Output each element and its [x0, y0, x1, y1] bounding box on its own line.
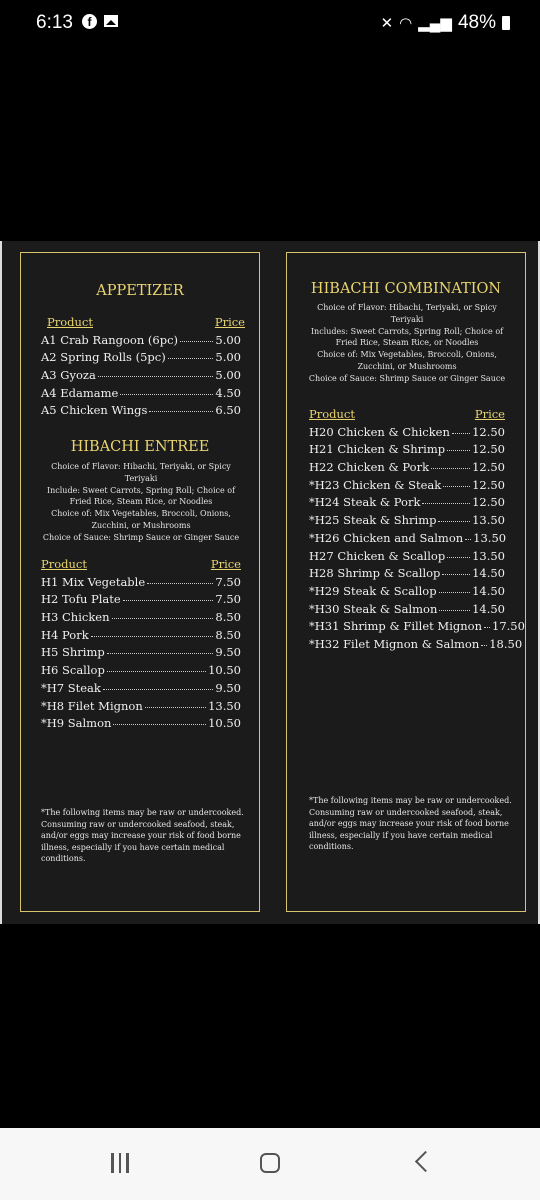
dot-leader [112, 618, 214, 619]
menu-item-row [41, 677, 241, 695]
battery-percent: 48% [457, 12, 496, 33]
disclaimer-line: *The following items may be raw or undercooked. [41, 808, 244, 817]
menu-item-name: A5 Chicken Wings [41, 403, 148, 418]
menu-item-row [41, 624, 241, 642]
dot-leader [123, 600, 214, 601]
wifi-icon: ◠ [399, 15, 413, 32]
disclaimer-line: and/or eggs may increase your risk of food borne [309, 819, 509, 828]
combination-product-header: Product [309, 407, 355, 421]
menu-item-name: *H8 Filet Mignon [41, 698, 143, 713]
disclaimer-line: Consuming raw or undercooked seafood, steak, [309, 807, 503, 817]
menu-item-price: 17.50 [492, 619, 525, 634]
menu-item-price: 12.50 [472, 424, 505, 439]
home-icon[interactable] [260, 1153, 280, 1173]
disclaimer-line: Consuming raw or undercooked seafood, steak, [41, 819, 235, 829]
menu-item-row [41, 642, 241, 660]
menu-item-price: 13.50 [472, 548, 505, 563]
menu-item-row [41, 571, 241, 589]
dot-leader [422, 503, 470, 504]
menu-item-row [309, 492, 505, 510]
menu-item-name: H27 Chicken & Scallop [309, 548, 446, 563]
entree-product-header: Product [41, 557, 87, 571]
appetizer-product-header: Product [47, 315, 93, 329]
menu-item-row [41, 364, 241, 382]
appetizer-price-header: Price [214, 315, 245, 329]
dot-leader [447, 450, 470, 451]
menu-item-price: 12.50 [472, 460, 505, 475]
dot-leader [481, 645, 487, 646]
menu-item-row [41, 347, 241, 365]
menu-item-row [309, 509, 505, 527]
right-menu-panel [286, 252, 526, 912]
menu-item-row [41, 606, 241, 624]
entree-notes [29, 461, 253, 544]
menu-item-name: *H31 Shrimp & Fillet Mignon [309, 619, 482, 634]
appetizer-title: APPETIZER [96, 283, 184, 299]
menu-item-row [309, 580, 505, 598]
dot-leader [431, 468, 470, 469]
menu-item-row [309, 421, 505, 439]
menu-item-row [41, 400, 241, 418]
menu-item-row [309, 456, 505, 474]
menu-item-row [41, 659, 241, 677]
menu-item-name: H5 Shrimp [41, 645, 105, 660]
menu-item-name: H20 Chicken & Chicken [309, 424, 450, 439]
menu-item-name: A3 Gyoza [41, 368, 96, 383]
menu-image[interactable] [0, 241, 540, 924]
disclaimer-line: conditions. [41, 854, 86, 863]
menu-item-price: 5.00 [215, 368, 241, 383]
menu-item-name: H1 Mix Vegetable [41, 574, 146, 589]
menu-item-name: H6 Scallop [41, 663, 105, 678]
menu-item-row [309, 545, 505, 563]
menu-item-row [309, 633, 523, 651]
back-icon[interactable] [415, 1151, 436, 1172]
menu-item-name: A2 Spring Rolls (5pc) [41, 350, 166, 365]
dot-leader [438, 521, 470, 522]
menu-item-price: 10.50 [208, 716, 241, 731]
note-line: Includes: Sweet Carrots, Spring Roll; Choice of [310, 326, 504, 336]
dot-leader [168, 358, 214, 359]
note-line: Choice of Sauce: Shrimp Sauce or Ginger Sauce [42, 532, 240, 542]
note-line: Teriyaki [124, 473, 158, 483]
entree-header [41, 557, 241, 571]
note-line: Zucchini, or Mushrooms [357, 361, 457, 371]
dot-leader [98, 376, 214, 377]
menu-item-row [41, 589, 241, 607]
note-line: Choice of Flavor: Hibachi, Teriyaki, or Spicy [317, 303, 497, 312]
battery-icon [502, 16, 510, 30]
note-line: Teriyaki [390, 314, 424, 324]
dot-leader [103, 689, 214, 690]
menu-item-row [41, 713, 241, 731]
menu-item-price: 8.50 [215, 627, 241, 642]
dot-leader [145, 707, 206, 708]
menu-item-price: 9.50 [215, 680, 241, 695]
entree-list [41, 571, 241, 730]
menu-item-name: H28 Shrimp & Scallop [309, 566, 441, 581]
menu-item-name: *H25 Steak & Shrimp [309, 513, 437, 528]
note-line: Choice of Flavor: Hibachi, Teriyaki, or Spicy [51, 462, 231, 471]
gallery-icon [104, 15, 118, 27]
status-right [381, 12, 510, 34]
mute-icon: ✕ [380, 15, 394, 32]
dot-leader [91, 636, 214, 637]
note-line: Include: Sweet Carrots, Spring Roll; Choice of [46, 485, 236, 495]
disclaimer-line: *The following items may be raw or undercooked. [309, 796, 512, 805]
menu-item-price: 10.50 [208, 663, 241, 678]
menu-item-price: 6.50 [215, 403, 241, 418]
menu-item-name: *H32 Filet Mignon & Salmon [309, 636, 480, 651]
menu-item-price: 13.50 [472, 513, 505, 528]
menu-item-row [309, 474, 505, 492]
note-line: Fried Rice, Steam Rice, or Noodles [335, 338, 479, 348]
dot-leader [180, 341, 213, 342]
menu-item-name: H4 Pork [41, 627, 89, 642]
menu-item-price: 13.50 [208, 698, 241, 713]
right-disclaimer [309, 795, 524, 853]
menu-item-name: H21 Chicken & Shrimp [309, 442, 446, 457]
left-disclaimer [41, 807, 256, 865]
left-menu-panel [20, 252, 260, 912]
menu-item-name: *H9 Salmon [41, 716, 112, 731]
menu-item-name: H3 Chicken [41, 610, 110, 625]
dot-leader [107, 653, 214, 654]
menu-item-price: 8.50 [215, 610, 241, 625]
combination-price-header: Price [474, 407, 505, 421]
appetizer-list [41, 329, 241, 417]
menu-item-row [309, 616, 525, 634]
menu-item-price: 12.50 [472, 442, 505, 457]
navigation-bar [0, 1128, 540, 1200]
menu-item-row [309, 527, 505, 545]
menu-item-name: A1 Crab Rangoon (6pc) [41, 332, 178, 347]
dot-leader [439, 610, 470, 611]
menu-item-row [41, 329, 241, 347]
menu-item-price: 7.50 [215, 574, 241, 589]
disclaimer-line: illness, especially if you have certain medical [41, 842, 225, 852]
status-bar [0, 0, 540, 44]
menu-item-price: 12.50 [472, 477, 505, 492]
note-line: Choice of: Mix Vegetables, Broccoli, Onions, [317, 350, 497, 360]
dot-leader [147, 583, 213, 584]
menu-item-price: 12.50 [472, 495, 505, 510]
status-time: 6:13 [36, 12, 73, 33]
menu-item-price: 14.50 [472, 583, 505, 598]
dot-leader [442, 574, 470, 575]
menu-item-name: *H24 Steak & Pork [309, 495, 421, 510]
menu-item-price: 7.50 [215, 592, 241, 607]
menu-item-name: *H26 Chicken and Salmon [309, 530, 464, 545]
menu-item-row [41, 382, 241, 400]
menu-item-name: *H29 Steak & Scallop [309, 583, 437, 598]
dot-leader [484, 627, 490, 628]
dot-leader [452, 433, 470, 434]
combination-title: HIBACHI COMBINATION [310, 281, 502, 297]
menu-item-price: 5.00 [215, 350, 241, 365]
disclaimer-line: illness, especially if you have certain medical [309, 830, 493, 840]
dot-leader [149, 411, 213, 412]
disclaimer-line: and/or eggs may increase your risk of food borne [41, 831, 241, 840]
dot-leader [113, 724, 206, 725]
dot-leader [439, 592, 471, 593]
entree-title: HIBACHI ENTREE [70, 439, 210, 455]
menu-item-price: 18.50 [489, 636, 523, 651]
menu-item-price: 5.00 [215, 332, 241, 347]
menu-item-row [309, 563, 505, 581]
menu-item-price: 14.50 [472, 566, 505, 581]
recents-icon[interactable] [111, 1153, 129, 1173]
entree-price-header: Price [210, 557, 241, 571]
appetizer-header [47, 315, 245, 329]
menu-item-price: 13.50 [473, 530, 507, 545]
disclaimer-line: conditions. [309, 842, 354, 851]
menu-item-price: 9.50 [215, 645, 241, 660]
menu-item-name: H22 Chicken & Pork [309, 460, 430, 475]
combination-notes [295, 302, 519, 385]
note-line: Fried Rice, Steam Rice, or Noodles [69, 497, 213, 507]
note-line: Zucchini, or Mushrooms [91, 520, 191, 530]
combination-header [309, 407, 505, 421]
menu-item-row [309, 439, 505, 457]
menu-item-row [41, 695, 241, 713]
menu-item-price: 14.50 [472, 601, 505, 616]
dot-leader [443, 486, 470, 487]
menu-item-name: *H23 Chicken & Steak [309, 477, 442, 492]
combination-list [309, 421, 525, 651]
dot-leader [465, 539, 471, 540]
menu-item-name: *H30 Steak & Salmon [309, 601, 438, 616]
dot-leader [120, 394, 213, 395]
note-line: Choice of Sauce: Shrimp Sauce or Ginger Sauce [308, 373, 506, 383]
menu-item-name: A4 Edamame [41, 385, 119, 400]
note-line: Choice of: Mix Vegetables, Broccoli, Onions, [51, 509, 231, 519]
signal-icon: ▂▄▆ [418, 15, 452, 32]
menu-item-name: *H7 Steak [41, 680, 101, 695]
dot-leader [107, 671, 206, 672]
dot-leader [447, 557, 470, 558]
menu-item-name: H2 Tofu Plate [41, 592, 121, 607]
menu-item-row [309, 598, 505, 616]
facebook-icon: f [82, 14, 97, 29]
menu-item-price: 4.50 [215, 385, 241, 400]
